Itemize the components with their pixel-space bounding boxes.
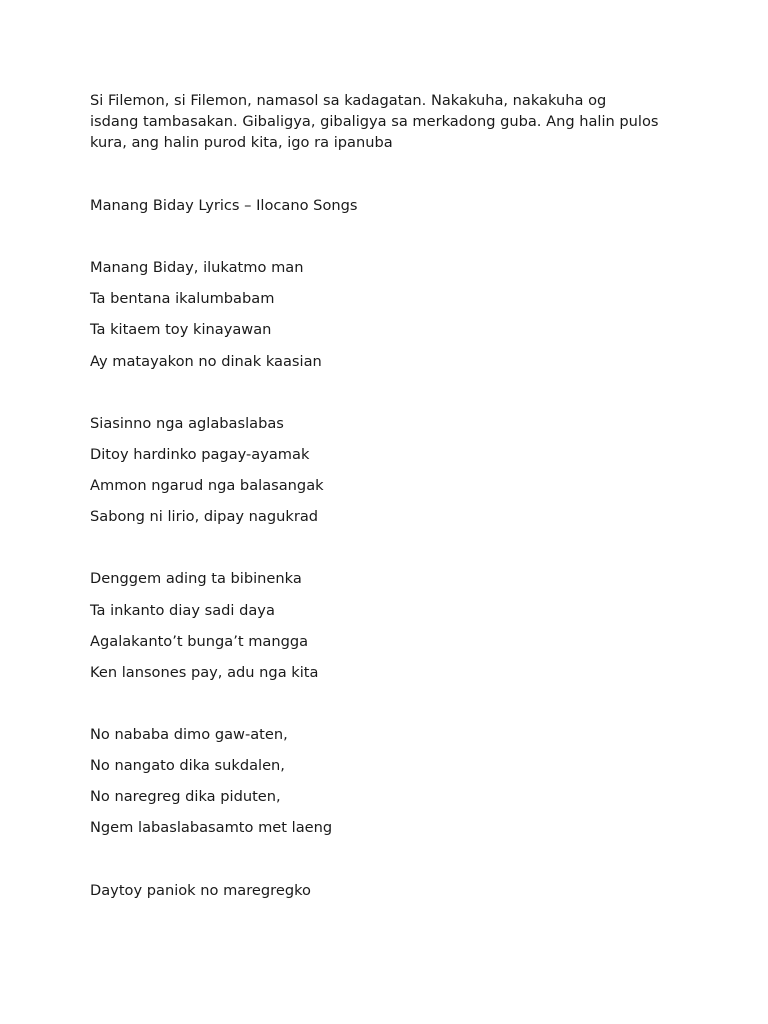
lyric-line: Daytoy paniok no maregregko (90, 882, 311, 899)
lyric-line: Agalakanto’t bunga’t mangga (90, 633, 309, 650)
lyric-line: No naregreg dika piduten, (90, 788, 281, 805)
lyric-line: Ta kitaem toy kinayawan (90, 321, 272, 338)
intro-paragraph (90, 90, 690, 153)
lyric-line: Ngem labaslabasamto met laeng (90, 819, 333, 836)
lyric-line: Ta bentana ikalumbabam (90, 290, 275, 307)
song-title: Manang Biday Lyrics – Ilocano Songs (90, 197, 358, 214)
lyric-line: Ken lansones pay, adu nga kita (90, 664, 319, 681)
intro-line: isdang tambasakan. Gibaligya, gibaligya sa merkadong guba. Ang halin pulos (90, 113, 659, 130)
lyric-line: Ta inkanto diay sadi daya (90, 602, 275, 619)
lyric-line: Ay matayakon no dinak kaasian (90, 353, 322, 370)
lyric-line: No nababa dimo gaw-aten, (90, 726, 288, 743)
lyric-line: Denggem ading ta bibinenka (90, 570, 302, 587)
intro-line: kura, ang halin purod kita, igo ra ipanuba (90, 134, 393, 151)
intro-line: Si Filemon, si Filemon, namasol sa kadagatan. Nakakuha, nakakuha og (90, 92, 607, 109)
lyric-line: Manang Biday, ilukatmo man (90, 259, 304, 276)
lyric-line: No nangato dika sukdalen, (90, 757, 285, 774)
lyric-line: Siasinno nga aglabaslabas (90, 415, 284, 432)
lyric-line: Ditoy hardinko pagay-ayamak (90, 446, 310, 463)
lyric-line: Ammon ngarud nga balasangak (90, 477, 324, 494)
lyric-line: Sabong ni lirio, dipay nagukrad (90, 508, 319, 525)
